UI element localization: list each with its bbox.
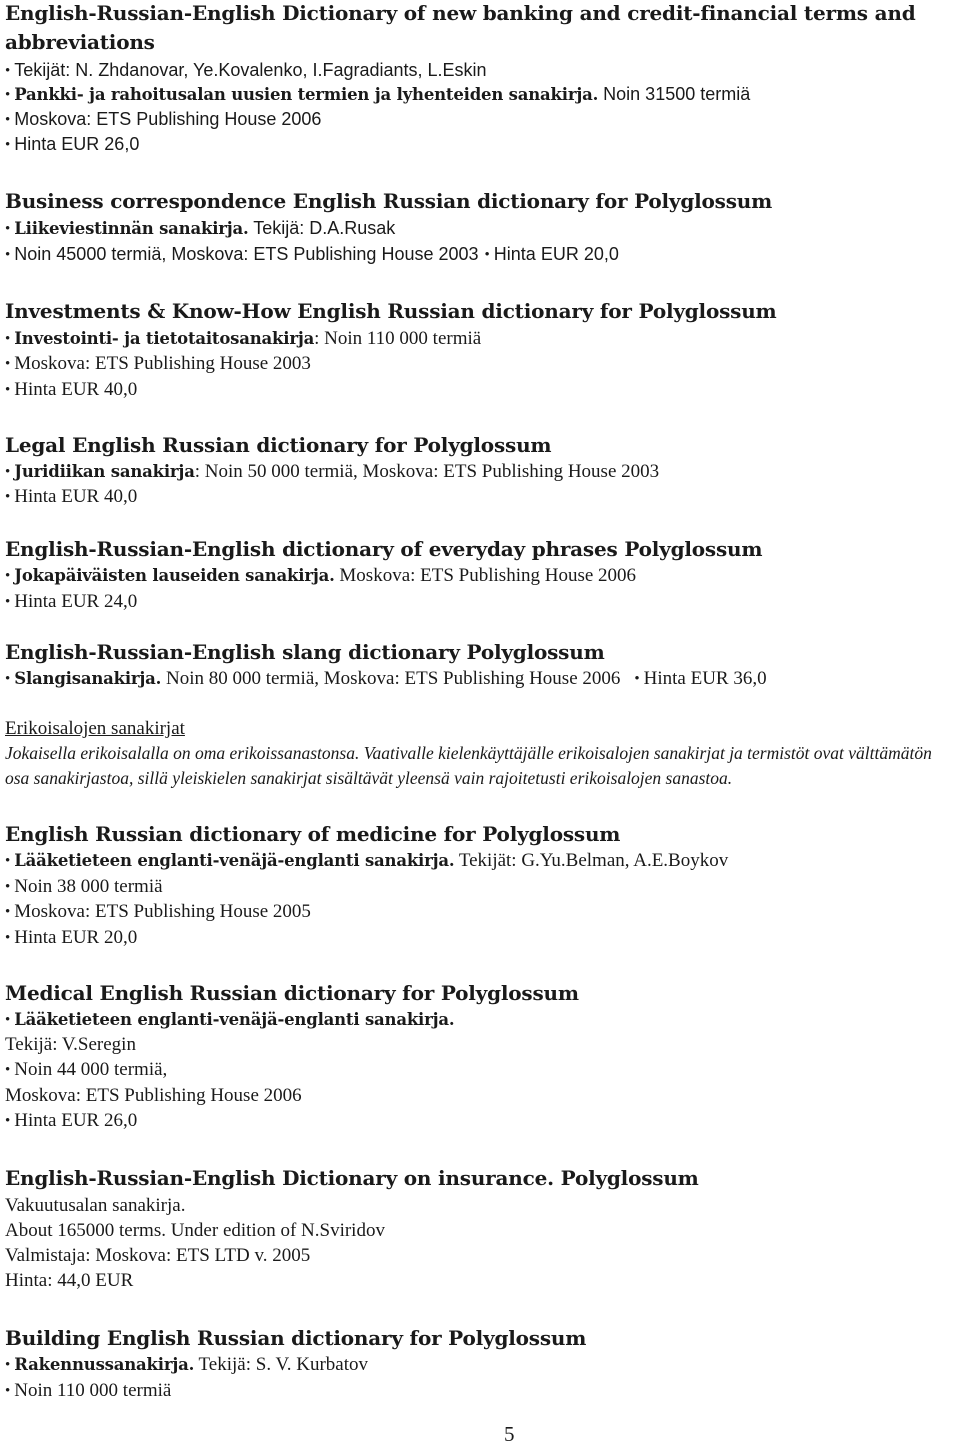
bullet-icon: •: [5, 382, 11, 398]
entry-description-line: [5, 459, 659, 486]
entry-description-bold: Rakennussanakirja.: [14, 1355, 195, 1374]
entry-publisher: Moskova: ETS Publishing House 2005: [14, 901, 311, 922]
entry-price: Hinta EUR 40,0: [14, 486, 138, 507]
bullet-icon: •: [5, 63, 11, 79]
bullet-icon: •: [5, 853, 11, 869]
entry-title: Building English Russian dictionary for Polyglossum: [5, 1326, 587, 1350]
entry-terms-line: [5, 1378, 171, 1405]
entry-description-rest: Noin 80 000 termiä, Moskova: ETS Publishing House 2006: [161, 668, 621, 689]
bullet-icon: •: [5, 247, 11, 263]
bullet-icon: •: [5, 1383, 11, 1399]
entry-description-bold: Juridiikan sanakirja: [14, 462, 195, 481]
entry-description-line: [5, 82, 750, 109]
entry-description-rest: : Noin 110 000 termiä: [314, 328, 482, 349]
entry-publisher-line: [5, 899, 311, 926]
bullet-icon: •: [5, 464, 11, 480]
entry-description-line: [5, 1352, 368, 1379]
bullet-icon: •: [5, 112, 11, 128]
entry-publisher-line: [5, 107, 321, 134]
bullet-icon: •: [5, 221, 11, 237]
entry-line: Vakuutusalan sanakirja.: [5, 1195, 186, 1216]
entry-info: Noin 45000 termiä, Moskova: ETS Publishing House 2003: [14, 244, 479, 264]
entry-description-bold: Lääketieteen englanti-venäjä-englanti sanakirja.: [14, 851, 455, 870]
entry-description-bold: Investointi- ja tietotaitosanakirja: [14, 329, 315, 348]
entry-title: English-Russian-English dictionary of everyday phrases Polyglossum: [5, 537, 763, 561]
bullet-icon: •: [5, 930, 11, 946]
entry-description-bold: Slangisanakirja.: [14, 669, 162, 688]
bullet-icon: •: [5, 137, 11, 153]
entry-title: English-Russian-English Dictionary on insurance. Polyglossum: [5, 1166, 699, 1190]
entry-description-rest: Tekijä: D.A.Rusak: [248, 218, 396, 238]
entry-description-line: [5, 666, 767, 693]
entry-description-rest: Noin 31500 termiä: [598, 84, 751, 104]
bullet-icon: •: [5, 904, 11, 920]
entry-description-rest: Tekijä: S. V. Kurbatov: [194, 1354, 369, 1375]
entry-description-bold: Pankki- ja rahoitusalan uusien termien ja lyhenteiden sanakirja.: [14, 85, 599, 104]
bullet-icon: •: [634, 671, 640, 687]
entry-price: Hinta EUR 24,0: [14, 591, 138, 612]
entry-authors: Tekijät: N. Zhdanovar, Ye.Kovalenko, I.Fagradiants, L.Eskin: [14, 60, 487, 80]
entry-price: Hinta EUR 40,0: [14, 379, 138, 400]
bullet-icon: •: [484, 247, 490, 263]
entry-price-line: [5, 589, 137, 616]
entry-price-line: [5, 132, 139, 159]
entry-price: Hinta EUR 36,0: [643, 668, 767, 689]
bullet-icon: •: [5, 331, 11, 347]
entry-description-line: [5, 216, 395, 243]
entry-author: Tekijä: V.Seregin: [5, 1034, 136, 1055]
entry-line: Valmistaja: Moskova: ETS LTD v. 2005: [5, 1245, 311, 1266]
bullet-icon: •: [5, 1357, 11, 1373]
entry-description-line: [5, 563, 636, 590]
entry-line: About 165000 terms. Under edition of N.Sviridov: [5, 1220, 385, 1241]
bullet-icon: •: [5, 879, 11, 895]
entry-description-line: [5, 326, 481, 353]
entry-terms: Noin 44 000 termiä,: [14, 1059, 168, 1080]
entry-price-line: [5, 484, 137, 511]
entry-publisher: Moskova: ETS Publishing House 2003: [14, 353, 311, 374]
entry-description-line: [5, 1007, 454, 1034]
entry-publisher: Moskova: ETS Publishing House 2006: [5, 1085, 302, 1106]
entry-description-bold: Liikeviestinnän sanakirja.: [14, 219, 249, 238]
entry-description-rest: Moskova: ETS Publishing House 2006: [334, 565, 637, 586]
entry-publisher-line: [5, 351, 311, 378]
entry-title: English-Russian-English Dictionary of new banking and credit-financial terms and: [5, 1, 916, 25]
bullet-icon: •: [5, 87, 11, 103]
entry-info-line: [5, 242, 619, 269]
bullet-icon: •: [5, 568, 11, 584]
bullet-icon: •: [5, 671, 11, 687]
entry-price: Hinta EUR 26,0: [14, 1110, 138, 1131]
bullet-icon: •: [5, 1113, 11, 1129]
entry-terms: Noin 38 000 termiä: [14, 876, 163, 897]
entry-title: English Russian dictionary of medicine for Polyglossum: [5, 822, 621, 846]
entry-authors-line: [5, 58, 487, 85]
entry-price-line: [5, 1108, 137, 1135]
entry-publisher: Moskova: ETS Publishing House 2006: [14, 109, 322, 129]
entry-price: Hinta EUR 26,0: [14, 134, 140, 154]
entry-title-continued: abbreviations: [5, 30, 155, 54]
entry-description-line: [5, 848, 728, 875]
entry-description-rest: Tekijät: G.Yu.Belman, A.E.Boykov: [454, 850, 729, 871]
entry-terms: Noin 110 000 termiä: [14, 1380, 172, 1401]
bullet-icon: •: [5, 594, 11, 610]
entry-description-bold: Lääketieteen englanti-venäjä-englanti sanakirja.: [14, 1010, 455, 1029]
entry-title: Investments & Know-How English Russian dictionary for Polyglossum: [5, 299, 777, 323]
bullet-icon: •: [5, 356, 11, 372]
entry-description-bold: Jokapäiväisten lauseiden sanakirja.: [14, 566, 335, 585]
entry-title: Medical English Russian dictionary for Polyglossum: [5, 981, 579, 1005]
entry-price: Hinta EUR 20,0: [14, 927, 138, 948]
entry-description-rest: : Noin 50 000 termiä, Moskova: ETS Publishing House 2003: [194, 461, 660, 482]
entry-title: Legal English Russian dictionary for Polyglossum: [5, 433, 552, 457]
entry-title: Business correspondence English Russian dictionary for Polyglossum: [5, 189, 773, 213]
entry-terms-line: [5, 874, 163, 901]
bullet-icon: •: [5, 489, 11, 505]
bullet-icon: •: [5, 1012, 11, 1028]
entry-price: Hinta EUR 20,0: [493, 244, 619, 264]
page-number: 5: [504, 1422, 515, 1446]
section-paragraph: Jokaisella erikoisalalla on oma erikoissanastonsa. Vaativalle kielenkäyttäjälle erikoisalojen sanakirjat ja termistöt ovat välttämätön osa sanakirjastoa, sillä yleiskielen sanakirjat sisältävät yleensä vain rajoitetusti erikoisalojen sanastoa.: [5, 743, 932, 788]
entry-title: English-Russian-English slang dictionary Polyglossum: [5, 640, 605, 664]
section-heading: Erikoisalojen sanakirjat: [5, 718, 185, 739]
entry-terms-line: [5, 1057, 167, 1084]
bullet-icon: •: [5, 1062, 11, 1078]
entry-price: Hinta: 44,0 EUR: [5, 1270, 134, 1291]
entry-price-line: [5, 377, 137, 404]
entry-price-line: [5, 925, 137, 952]
